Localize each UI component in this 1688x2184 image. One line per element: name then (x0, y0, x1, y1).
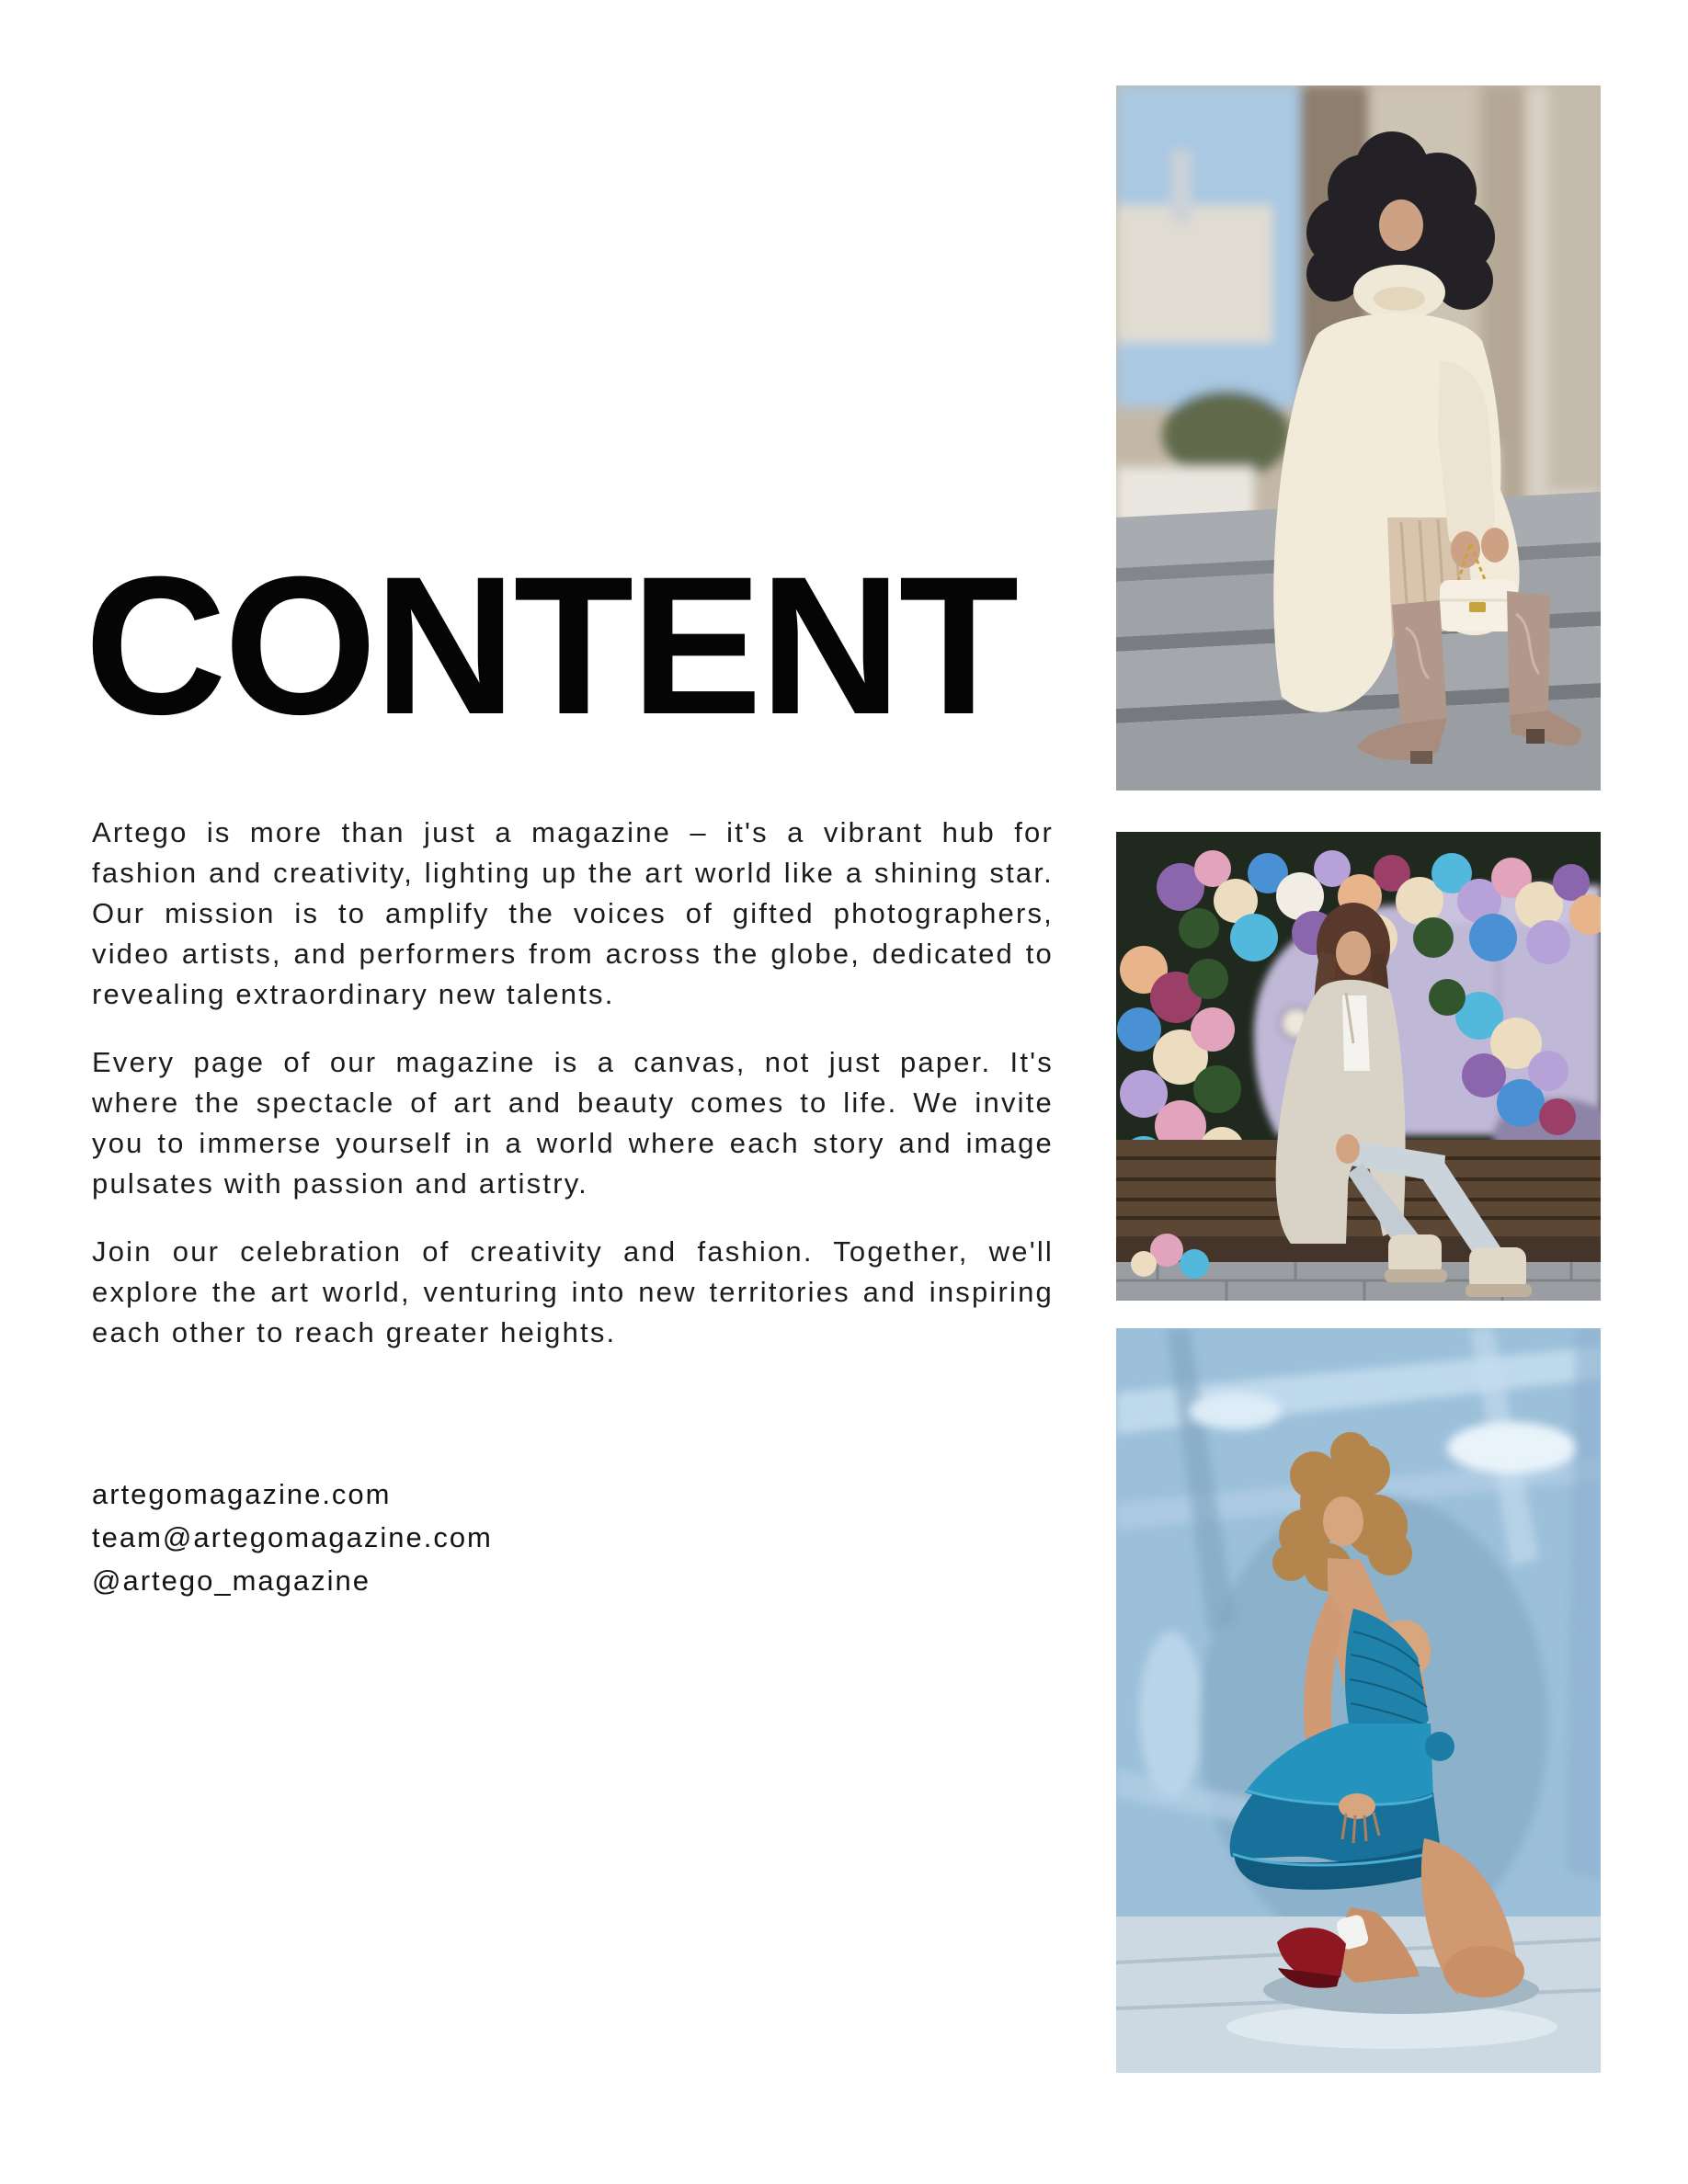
website-text: artegomagazine.com (92, 1478, 392, 1510)
photo-model-flower-car (1116, 832, 1601, 1301)
paragraph-canvas: Every page of our magazine is a canvas, not just paper. It's where the spectacle of art and beauty comes to life. We invite you to immerse yourself in a world where each story and image pulsates with passion and artistry. (92, 1046, 1054, 1200)
paragraph-mission: Artego is more than just a magazine – it's a vibrant hub for fashion and creativity, lighting up the art world like a shining star. Our mission is to amplify the voices of gifted photographers, video artists, and performers from across the globe, dedicated to revealing extraordinary new talents. (92, 816, 1054, 1010)
email-text: team@artegomagazine.com (92, 1521, 493, 1553)
intro-text-column (92, 813, 1054, 1381)
page-title: CONTENT (85, 536, 1017, 756)
photo-model-on-steps-illustration (1116, 85, 1601, 791)
photo-column (1116, 85, 1601, 2073)
photo-model-teal-dress-illustration (1116, 1328, 1601, 2073)
contact-block (92, 1473, 493, 1602)
photo-model-teal-dress (1116, 1328, 1601, 2073)
paragraph-join: Join our celebration of creativity and fashion. Together, we'll explore the art world, venturing into new territories and inspiring each other to reach greater heights. (92, 1235, 1054, 1348)
instagram-handle-text: @artego_magazine (92, 1564, 371, 1597)
photo-model-on-steps (1116, 85, 1601, 791)
photo-model-flower-car-illustration (1116, 832, 1601, 1301)
